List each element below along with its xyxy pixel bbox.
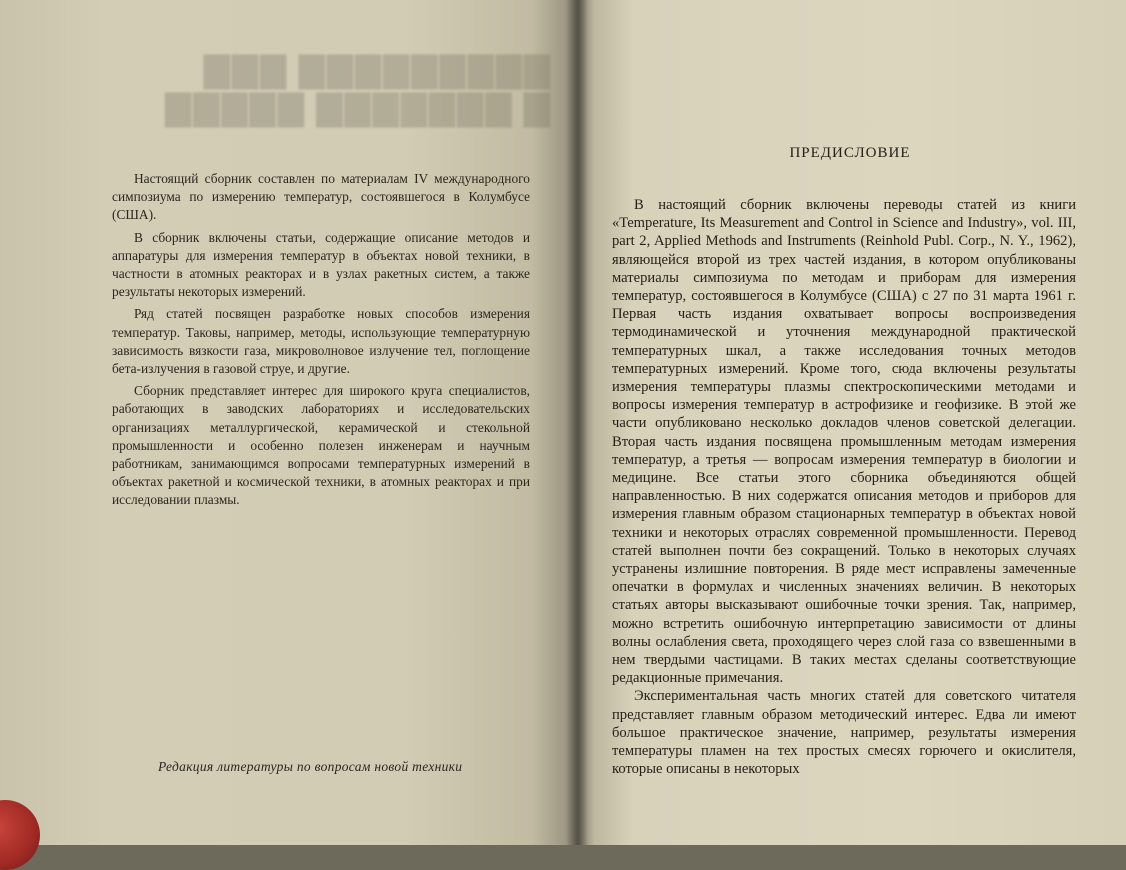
preface-heading: ПРЕДИСЛОВИЕ [789,145,911,161]
show-through-decoration: ▇▇▇▇▇▇▇▇▇ ▇▇▇ ▇ ▇▇▇▇▇▇▇ ▇▇▇▇▇ [163,52,550,127]
left-page-text [112,170,530,514]
right-paragraph: Экспериментальная часть многих статей для советского читателя представляет главным образом методический интерес. Едва ли имеют большое практическое значение, например, результаты измерения температуры пламен на тех простых смесях горючего и окислителя, которые описаны в некоторых [612,688,1076,778]
left-paragraph: Ряд статей посвящен разработке новых способов измерения температур. Таковы, например, методы, использующие температурную зависимость вязкости газа, микроволновое излучение тел, поглощение бета-излучения в газовой струе, и другие. [112,306,530,377]
left-paragraph: Настоящий сборник составлен по материалам IV международного симпозиума по измерению температур, состоявшегося в Колумбусе (США). [112,171,530,223]
right-page-text [612,196,1076,779]
book-gutter [566,0,588,845]
editorial-signature: Редакция литературы по вопросам новой техники [158,759,463,774]
right-paragraph: В настоящий сборник включены переводы статей из книги «Temperature, Its Measurement and Control in Science and Industry», vol. III, part 2, Applied Methods and Instruments (Reinhold Publ. Corp., N. Y., 1962), являющейся второй из трех частей издания, в котором опубликованы материалы симпозиума по методам и приборам для измерения температур, состоявшегося в Колумбусе (США) с 27 по 31 марта 1961 г. Первая часть издания охватывает вопросы воспроизведения термодинамической и уточнения международной практической температурных шкал, а также исследования точных методов температурных измерений. Кроме того, сюда включены результаты измерения температуры плазмы спектроскопическими методами и вопросы измерения температур в астрофизике и геофизике. В этой же части опубликовано несколько докладов членов советской делегации. Вторая часть издания посвящена промышленным методам измерения температур, а третья — вопросам измерения температур в биологии и медицине. Все статьи этого сборника объединяются общей направленностью. В них содержатся описания методов и приборов для измерения главным образом стационарных температур в объектах новой техники и некоторых отраслях современной промышленности. Перевод статей выполнен почти без сокращений. Только в некоторых случаях устранены излишние повторения. В ряде мест исправлены замеченные опечатки в формулах и численных значениях величин. В некоторых статьях авторы высказывают ошибочные точки зрения. Так, например, можно встретить ошибочную интерпретацию зависимости от длины волны ослабления света, проходящего через слой газа со взвешенными в нем твердыми частицами. В таких местах сделаны соответствующие редакционные примечания. [612,197,1076,687]
left-paragraph: Сборник представляет интерес для широкого круга специалистов, работающих в заводских лабораториях и исследовательских организациях металлургической, керамической и стекольной промышленности и особенно полезен инженерам и научным работникам, занимающимся вопросами температурных измерений в объектах ракетной и космической техники, в атомных реакторах и при исследовании плазмы. [112,383,530,508]
left-paragraph: В сборник включены статьи, содержащие описание методов и аппаратуры для измерения температур в объектах новой техники, в частности в атомных реакторах и в узлах ракетных систем, а также результаты некоторых измерений. [112,229,530,300]
